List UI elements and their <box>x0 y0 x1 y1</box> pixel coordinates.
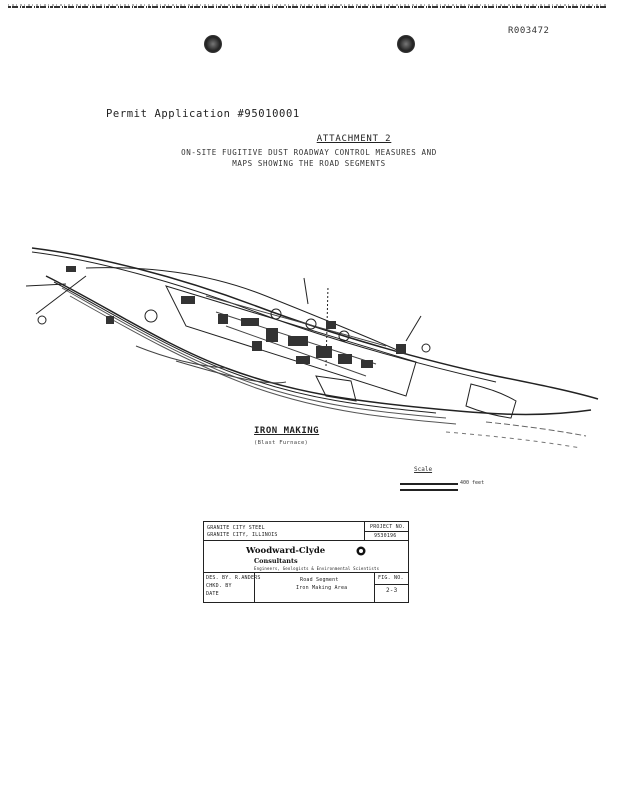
project-no-label: PROJECT NO. <box>370 524 406 530</box>
scale-label: Scale <box>414 466 433 473</box>
date-field: DATE <box>206 591 219 597</box>
figure-number-value: 2-3 <box>386 587 398 594</box>
firm-subtitle: Consultants <box>254 557 298 565</box>
scan-top-edge <box>8 2 608 12</box>
firm-logo-text: Woodward-Clyde <box>246 546 326 556</box>
map-title: IRON MAKING <box>254 426 320 436</box>
checked-by: CHKD. BY <box>206 583 232 589</box>
firm-logo-icon <box>356 546 366 556</box>
client-line-2: GRANITE CITY, ILLINOIS <box>207 532 278 538</box>
drawn-by: DES. BY. R.ANDERS <box>206 575 261 581</box>
sheet-title: Road Segment <box>300 577 339 583</box>
client-line-1: GRANITE CITY STEEL <box>207 525 265 531</box>
site-map-drawing <box>26 196 606 456</box>
figure-number-label: FIG. NO. <box>378 575 404 581</box>
map-subtitle: (Blast Furnace) <box>254 440 309 446</box>
scale-bar <box>398 478 518 496</box>
subtitle-line-1: ON-SITE FUGITIVE DUST ROADWAY CONTROL MEASURES AND <box>181 148 437 157</box>
title-block <box>203 521 409 603</box>
subtitle-line-2: MAPS SHOWING THE ROAD SEGMENTS <box>232 159 386 168</box>
punch-hole-right <box>397 35 415 53</box>
punch-hole-left <box>204 35 222 53</box>
firm-address: Engineers, Geologists & Environmental Scientists <box>254 566 380 571</box>
attachment-heading: ATTACHMENT 2 <box>316 134 392 144</box>
document-id: R003472 <box>508 26 550 36</box>
permit-application-line: Permit Application #95010001 <box>106 108 300 120</box>
project-no-value: 9530196 <box>374 533 397 539</box>
sheet-subtitle: Iron Making Area <box>296 585 348 591</box>
scale-distance: 400 feet <box>460 480 485 486</box>
